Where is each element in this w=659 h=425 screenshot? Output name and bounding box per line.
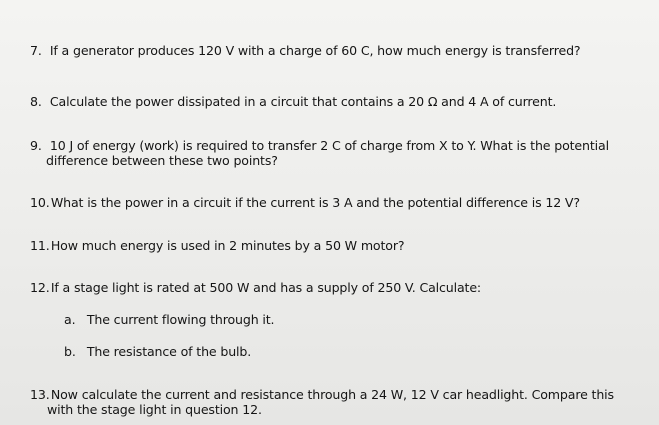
question-text: What is the power in a circuit if the current is 3 A and the potential difference is 12 V? <box>50 195 580 210</box>
question-number: 9. <box>30 138 42 153</box>
part-text: The current flowing through it. <box>86 312 275 327</box>
question-9 <box>30 138 609 154</box>
question-text: If a stage light is rated at 500 W and has a supply of 250 V. Calculate: <box>50 280 482 295</box>
question-12-part-b <box>64 344 251 360</box>
question-12 <box>30 280 481 296</box>
question-number: 11. <box>30 238 50 253</box>
question-text: How much energy is used in 2 minutes by a 50 W motor? <box>50 238 405 253</box>
question-text-line-1: Now calculate the current and resistance through a 24 W, 12 V car headlight. Compare this <box>50 387 614 402</box>
question-11 <box>30 238 404 254</box>
part-label: a. <box>64 312 76 327</box>
question-8 <box>30 94 556 110</box>
question-text-line-2: difference between these two points? <box>46 153 278 168</box>
part-text: The resistance of the bulb. <box>86 344 252 359</box>
question-text-line-2: with the stage light in question 12. <box>47 402 262 417</box>
question-10 <box>30 195 580 211</box>
question-13-continued <box>47 402 262 418</box>
question-7 <box>30 43 580 59</box>
question-number: 13. <box>30 387 50 402</box>
question-text: If a generator produces 120 V with a charge of 60 C, how much energy is transferred? <box>49 43 581 58</box>
part-label: b. <box>64 344 76 359</box>
question-text-line-1: 10 J of energy (work) is required to transfer 2 C of charge from X to Y. What is the potential <box>49 138 609 153</box>
question-13 <box>30 387 614 403</box>
question-number: 10. <box>30 195 50 210</box>
question-number: 7. <box>30 43 42 58</box>
question-9-continued <box>46 153 278 169</box>
question-text: Calculate the power dissipated in a circuit that contains a 20 Ω and 4 A of current. <box>49 94 557 109</box>
question-number: 12. <box>30 280 50 295</box>
question-12-part-a <box>64 312 274 328</box>
question-number: 8. <box>30 94 42 109</box>
